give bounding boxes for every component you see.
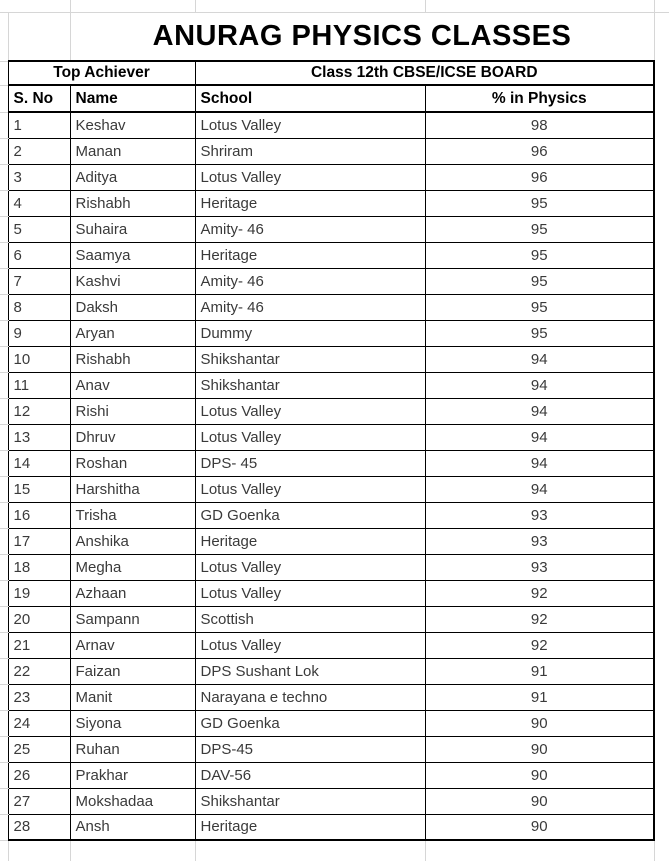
cell-pct: 94 [425,346,654,372]
cell-pct: 98 [425,112,654,138]
cell-pct: 93 [425,528,654,554]
cell-sno: 9 [8,320,70,346]
cell-name: Ansh [70,814,195,840]
cell-pct: 94 [425,476,654,502]
cell-name: Roshan [70,450,195,476]
cell-sno: 2 [8,138,70,164]
table-row [0,320,669,346]
table-row [0,814,669,840]
table-body [0,112,669,840]
gridline-margin-cell [0,814,8,840]
cell-name: Ruhan [70,736,195,762]
cell-pct: 91 [425,658,654,684]
gridline-margin-cell [0,658,8,684]
gridline-margin-cell [0,346,8,372]
cell-name: Trisha [70,502,195,528]
gridline-margin-cell [654,580,669,606]
cell-school: GD Goenka [195,710,425,736]
gridline-margin-cell [654,190,669,216]
cell-sno: 19 [8,580,70,606]
table-row [0,710,669,736]
gridline-margin-cell [195,840,425,861]
cell-pct: 92 [425,632,654,658]
cell-sno: 20 [8,606,70,632]
cell-school: Amity- 46 [195,294,425,320]
cell-sno: 25 [8,736,70,762]
table-row [0,528,669,554]
gridline-margin-cell [654,372,669,398]
table-row [0,762,669,788]
cell-school: Shikshantar [195,788,425,814]
gridline-margin-cell [8,0,70,12]
cell-name: Aditya [70,164,195,190]
gridline-margin-cell [0,164,8,190]
gridline-margin-cell [0,788,8,814]
gridline-margin-cell [654,0,669,12]
cell-school: Shikshantar [195,346,425,372]
cell-pct: 95 [425,320,654,346]
table-row [0,216,669,242]
gridline-margin-cell [654,398,669,424]
gridline-margin-cell [0,606,8,632]
cell-school: DPS- 45 [195,450,425,476]
cell-name: Daksh [70,294,195,320]
cell-pct: 90 [425,710,654,736]
gridline-margin-cell [654,294,669,320]
cell-sno: 12 [8,398,70,424]
header-rows [0,0,669,112]
table-row [0,164,669,190]
gridline-margin-cell [654,61,669,85]
cell-sno: 17 [8,528,70,554]
cell-sno: 3 [8,164,70,190]
gridline-margin-cell [0,61,8,85]
cell-sno: 16 [8,502,70,528]
table-row [0,632,669,658]
cell-pct: 92 [425,580,654,606]
cell-sno: 6 [8,242,70,268]
gridline-margin-cell [0,0,8,12]
cell-name: Rishi [70,398,195,424]
cell-name: Anshika [70,528,195,554]
cell-name: Megha [70,554,195,580]
cell-pct: 95 [425,242,654,268]
page-title: ANURAG PHYSICS CLASSES [70,12,654,61]
gridline-margin-cell [654,762,669,788]
gridline-margin-cell [425,840,654,861]
gridline-margin-cell [654,736,669,762]
col-header-pct: % in Physics [425,85,654,112]
table-row [0,788,669,814]
gridline-margin-cell [654,840,669,861]
cell-pct: 94 [425,372,654,398]
gridline-margin-cell [0,398,8,424]
gridline-margin-cell [654,346,669,372]
table-row [0,424,669,450]
gridline-margin-cell [654,528,669,554]
table-row [0,606,669,632]
table-row [0,684,669,710]
cell-name: Manan [70,138,195,164]
cell-sno: 8 [8,294,70,320]
table-row [0,450,669,476]
cell-name: Saamya [70,242,195,268]
gridline-margin-cell [654,85,669,112]
cell-pct: 94 [425,424,654,450]
cell-school: Lotus Valley [195,112,425,138]
cell-school: Lotus Valley [195,580,425,606]
gridline-margin-cell [0,85,8,112]
gridline-margin-cell [0,112,8,138]
cell-school: Heritage [195,528,425,554]
cell-sno: 27 [8,788,70,814]
gridline-margin-cell [0,684,8,710]
cell-name: Azhaan [70,580,195,606]
empty-cell [8,12,70,61]
gridline-margin-cell [654,684,669,710]
table-row [0,190,669,216]
col-header-sno: S. No [8,85,70,112]
gridline-margin-cell [654,502,669,528]
table-row [0,242,669,268]
cell-name: Suhaira [70,216,195,242]
sheet-margin-row [0,840,669,861]
cell-school: DPS-45 [195,736,425,762]
gridline-margin-cell [0,476,8,502]
cell-pct: 95 [425,216,654,242]
cell-sno: 21 [8,632,70,658]
cell-name: Aryan [70,320,195,346]
gridline-margin-cell [654,632,669,658]
gridline-margin-cell [654,12,669,61]
gridline-margin-cell [0,502,8,528]
cell-school: Lotus Valley [195,632,425,658]
gridline-margin-cell [0,710,8,736]
cell-pct: 90 [425,736,654,762]
cell-school: Amity- 46 [195,268,425,294]
gridline-margin-cell [654,476,669,502]
table-row [0,658,669,684]
table-row [0,502,669,528]
cell-name: Dhruv [70,424,195,450]
table-row [0,580,669,606]
cell-school: Lotus Valley [195,398,425,424]
table-row [0,554,669,580]
gridline-margin-cell [654,814,669,840]
cell-sno: 13 [8,424,70,450]
cell-sno: 24 [8,710,70,736]
cell-school: Amity- 46 [195,216,425,242]
cell-school: Narayana e techno [195,684,425,710]
cell-sno: 5 [8,216,70,242]
cell-school: Shikshantar [195,372,425,398]
cell-pct: 90 [425,762,654,788]
cell-sno: 15 [8,476,70,502]
gridline-margin-cell [8,840,70,861]
gridline-margin-cell [0,450,8,476]
cell-name: Siyona [70,710,195,736]
gridline-margin-cell [0,294,8,320]
cell-school: Dummy [195,320,425,346]
cell-pct: 93 [425,502,654,528]
gridline-margin-cell [654,216,669,242]
cell-pct: 96 [425,138,654,164]
cell-school: Heritage [195,814,425,840]
table-row [0,476,669,502]
gridline-margin-cell [654,320,669,346]
group-header-left: Top Achiever [8,61,195,85]
cell-name: Mokshadaa [70,788,195,814]
gridline-margin-cell [70,0,195,12]
gridline-margin-cell [0,424,8,450]
gridline-margin-cell [654,554,669,580]
col-header-school: School [195,85,425,112]
cell-name: Anav [70,372,195,398]
cell-school: Shriram [195,138,425,164]
cell-name: Rishabh [70,346,195,372]
cell-sno: 4 [8,190,70,216]
cell-name: Faizan [70,658,195,684]
cell-pct: 95 [425,268,654,294]
gridline-margin-cell [654,242,669,268]
cell-pct: 95 [425,190,654,216]
cell-sno: 26 [8,762,70,788]
cell-school: DAV-56 [195,762,425,788]
gridline-margin-cell [0,12,8,61]
cell-school: Heritage [195,242,425,268]
gridline-margin-cell [0,632,8,658]
gridline-margin-cell [0,372,8,398]
cell-sno: 7 [8,268,70,294]
gridline-margin-cell [654,424,669,450]
gridline-margin-cell [0,320,8,346]
table-row [0,112,669,138]
table-row [0,268,669,294]
cell-pct: 92 [425,606,654,632]
gridline-margin-cell [0,554,8,580]
table-row [0,138,669,164]
cell-name: Prakhar [70,762,195,788]
cell-pct: 91 [425,684,654,710]
cell-school: GD Goenka [195,502,425,528]
cell-school: Heritage [195,190,425,216]
gridline-margin-cell [0,580,8,606]
cell-pct: 95 [425,294,654,320]
gridline-margin-cell [0,268,8,294]
cell-sno: 23 [8,684,70,710]
gridline-margin-cell [654,112,669,138]
table-row [0,372,669,398]
cell-sno: 18 [8,554,70,580]
cell-name: Arnav [70,632,195,658]
cell-name: Keshav [70,112,195,138]
cell-sno: 28 [8,814,70,840]
gridline-margin-cell [0,736,8,762]
cell-school: DPS Sushant Lok [195,658,425,684]
cell-pct: 94 [425,398,654,424]
gridline-margin-cell [654,450,669,476]
cell-pct: 90 [425,788,654,814]
cell-school: Scottish [195,606,425,632]
gridline-margin-cell [654,658,669,684]
table-row [0,294,669,320]
cell-sno: 14 [8,450,70,476]
cell-name: Kashvi [70,268,195,294]
cell-name: Harshitha [70,476,195,502]
cell-name: Sampann [70,606,195,632]
cell-pct: 94 [425,450,654,476]
cell-name: Rishabh [70,190,195,216]
gridline-margin-cell [0,840,8,861]
col-header-name: Name [70,85,195,112]
gridline-margin-cell [0,138,8,164]
gridline-margin-cell [425,0,654,12]
group-header-row [0,61,669,85]
gridline-margin-cell [0,190,8,216]
footer-rows [0,840,669,861]
cell-pct: 90 [425,814,654,840]
gridline-margin-cell [654,268,669,294]
sheet-margin-row [0,0,669,12]
gridline-margin-cell [654,138,669,164]
cell-pct: 96 [425,164,654,190]
cell-sno: 22 [8,658,70,684]
group-header-right: Class 12th CBSE/ICSE BOARD [195,61,654,85]
table-row [0,398,669,424]
gridline-margin-cell [654,788,669,814]
cell-pct: 93 [425,554,654,580]
table-row [0,736,669,762]
cell-school: Lotus Valley [195,554,425,580]
gridline-margin-cell [195,0,425,12]
gridline-margin-cell [0,762,8,788]
gridline-margin-cell [654,606,669,632]
title-row [0,12,669,61]
cell-school: Lotus Valley [195,476,425,502]
cell-sno: 10 [8,346,70,372]
gridline-margin-cell [654,710,669,736]
cell-school: Lotus Valley [195,424,425,450]
table-row [0,346,669,372]
gridline-margin-cell [654,164,669,190]
column-header-row [0,85,669,112]
gridline-margin-cell [0,216,8,242]
gridline-margin-cell [0,242,8,268]
cell-school: Lotus Valley [195,164,425,190]
gridline-margin-cell [70,840,195,861]
gridline-margin-cell [0,528,8,554]
cell-sno: 11 [8,372,70,398]
cell-name: Manit [70,684,195,710]
cell-sno: 1 [8,112,70,138]
